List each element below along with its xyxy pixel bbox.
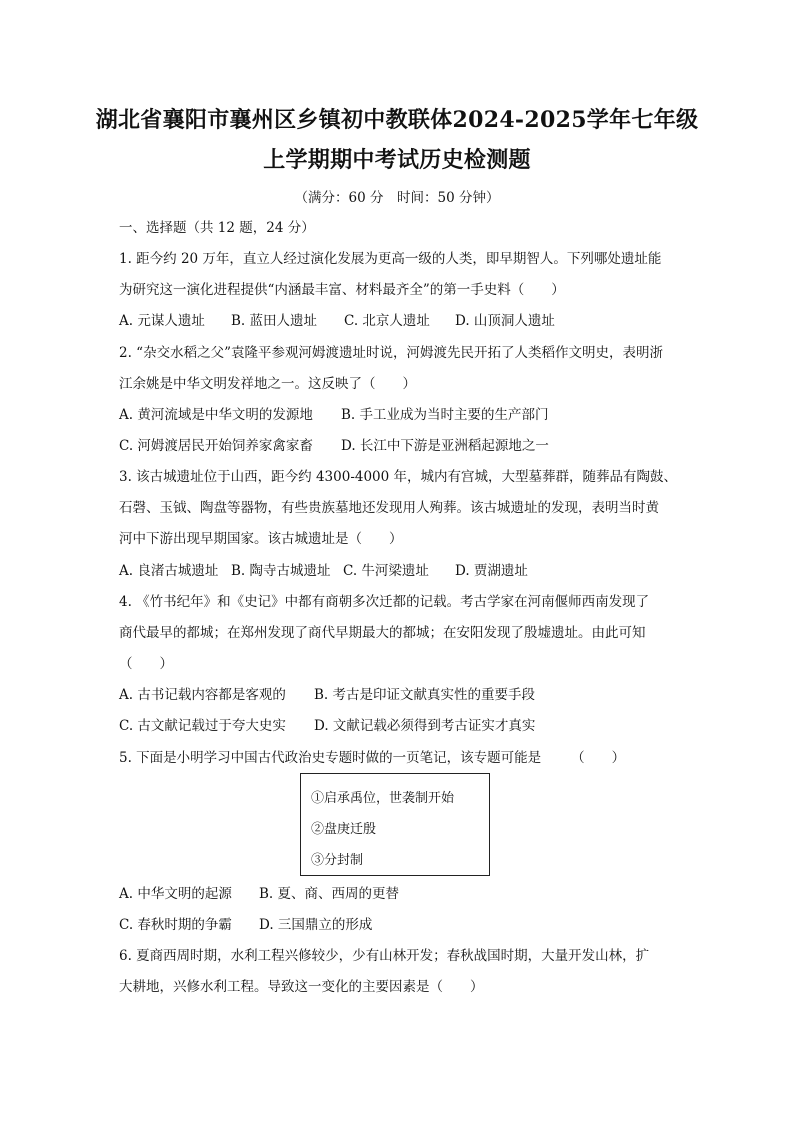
q4-option-a: A. 古书记载内容都是客观的 bbox=[119, 687, 286, 703]
q5-option-b: B. 夏、商、西周的更替 bbox=[259, 886, 400, 902]
q4-option-c: C. 古文献记载过于夸大史实 bbox=[119, 718, 286, 734]
q5-option-c: C. 春秋时期的争霸 bbox=[119, 917, 232, 933]
q5-note-2: ②盘庚迁殷 bbox=[311, 822, 377, 837]
q4-stem-line3: （ ） bbox=[119, 656, 173, 672]
q1-options bbox=[119, 312, 555, 330]
q4-options-row2 bbox=[119, 717, 535, 735]
q2-option-c: C. 河姆渡居民开始饲养家禽家畜 bbox=[119, 438, 313, 454]
q3-option-a: A. 良渚古城遗址 bbox=[119, 563, 219, 579]
q1-option-b: B. 蓝田人遗址 bbox=[231, 313, 318, 329]
q5-answer-bracket: （ ） bbox=[571, 750, 626, 766]
q2-option-b: B. 手工业成为当时主要的生产部门 bbox=[341, 407, 549, 423]
q2-option-a: A. 黄河流域是中华文明的发源地 bbox=[119, 407, 313, 423]
q2-stem-line1: 2. “杂交水稻之父”袁隆平参观河姆渡遗址时说，河姆渡先民开拓了人类稻作文明史，表明浙 bbox=[119, 345, 663, 361]
q5-notes-box bbox=[300, 773, 490, 876]
q5-options-row1 bbox=[119, 885, 399, 903]
q4-option-d: D. 文献记载必须得到考古证实才真实 bbox=[314, 718, 536, 734]
q1-stem-line1: 1. 距今约 20 万年，直立人经过演化发展为更高一级的人类，即早期智人。下列哪处遗址能 bbox=[119, 251, 662, 267]
q3-stem-line3: 河中下游出现早期国家。该古城遗址是（ ） bbox=[119, 531, 403, 547]
q3-stem-line1: 3. 该古城遗址位于山西，距今约 4300-4000 年，城内有宫城，大型墓葬群，随葬品有陶鼓、 bbox=[119, 469, 678, 485]
q2-options-row1 bbox=[119, 406, 549, 424]
q1-option-a: A. 元谋人遗址 bbox=[119, 313, 205, 329]
q3-stem-line2: 石磬、玉钺、陶盘等器物，有些贵族墓地还发现用人殉葬。该古城遗址的发现，表明当时黄 bbox=[119, 500, 659, 516]
section-heading: 一、选择题（共 12 题，24 分） bbox=[119, 220, 315, 236]
q2-option-d: D. 长江中下游是亚洲稻起源地之一 bbox=[341, 438, 549, 454]
q5-note-3: ③分封制 bbox=[311, 853, 364, 868]
q6-stem-line1: 6. 夏商西周时期，水利工程兴修较少，少有山林开发；春秋战国时期，大量开发山林，扩 bbox=[119, 948, 650, 964]
q4-stem-line1: 4. 《竹书纪年》和《史记》中都有商朝多次迁都的记载。考古学家在河南偃师西南发现了 bbox=[119, 594, 650, 610]
q5-stem-line1 bbox=[119, 749, 625, 767]
q1-option-c: C. 北京人遗址 bbox=[344, 313, 430, 329]
q5-option-a: A. 中华文明的起源 bbox=[119, 886, 232, 902]
q5-stem-text: 5. 下面是小明学习中国古代政治史专题时做的一页笔记，该专题可能是 bbox=[119, 750, 542, 766]
q3-option-d: D. 贾湖遗址 bbox=[455, 563, 528, 579]
exam-title-line1: 湖北省襄阳市襄州区乡镇初中教联体2024-2025学年七年级 bbox=[95, 107, 699, 133]
q3-option-b: B. 陶寺古城遗址 bbox=[231, 563, 331, 579]
exam-subtitle: （满分：60 分 时间：50 分钟） bbox=[294, 190, 500, 206]
q1-option-d: D. 山顶洞人遗址 bbox=[455, 313, 555, 329]
q2-options-row2 bbox=[119, 437, 549, 455]
q2-stem-line2: 江余姚是中华文明发祥地之一。这反映了（ ） bbox=[119, 376, 416, 392]
q3-option-c: C. 牛河梁遗址 bbox=[343, 563, 429, 579]
q5-options-row2 bbox=[119, 916, 372, 934]
q5-option-d: D. 三国鼎立的形成 bbox=[259, 917, 373, 933]
q4-option-b: B. 考古是印证文献真实性的重要手段 bbox=[314, 687, 536, 703]
exam-title-line2: 上学期期中考试历史检测题 bbox=[263, 147, 531, 173]
q4-options-row1 bbox=[119, 686, 535, 704]
q3-options bbox=[119, 562, 528, 580]
q4-stem-line2: 商代最早的都城；在郑州发现了商代早期最大的都城；在安阳发现了殷墟遗址。由此可知 bbox=[119, 625, 646, 641]
q6-stem-line2: 大耕地，兴修水利工程。导致这一变化的主要因素是（ ） bbox=[119, 979, 484, 995]
q5-note-1: ①启承禹位，世袭制开始 bbox=[311, 791, 455, 806]
q1-stem-line2: 为研究这一演化进程提供“内涵最丰富、材料最齐全”的第一手史料（ ） bbox=[119, 282, 565, 298]
